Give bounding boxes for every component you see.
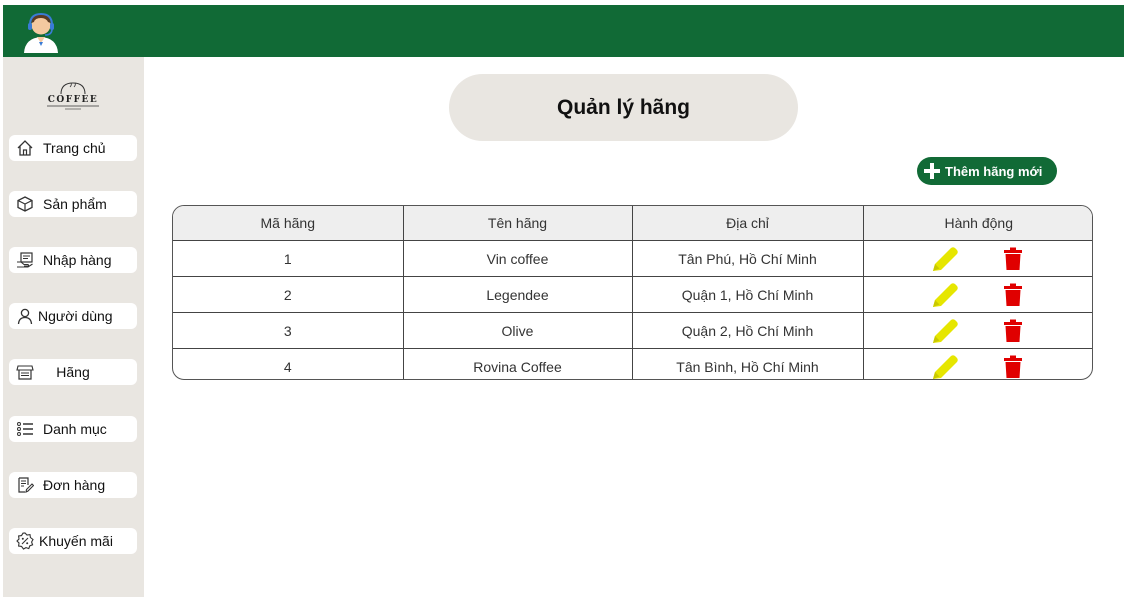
add-brand-button-label: Thêm hãng mới — [945, 163, 1043, 179]
cell-brand-id: 3 — [173, 313, 403, 349]
sidebar-item-label: Khuyến mãi — [39, 533, 113, 549]
cell-brand-address: Quận 2, Hồ Chí Minh — [632, 313, 863, 349]
sidebar-item-label: Trang chủ — [43, 140, 106, 156]
cell-brand-address: Tân Phú, Hồ Chí Minh — [632, 241, 863, 277]
support-agent-avatar-icon[interactable] — [19, 10, 63, 54]
sidebar-item-label: Nhập hàng — [43, 252, 112, 268]
sidebar-item-label: Hãng — [56, 364, 90, 380]
page-title: Quản lý hãng — [449, 74, 798, 141]
add-brand-button[interactable] — [917, 157, 1057, 185]
cell-actions — [863, 277, 1093, 313]
edit-pencil-icon[interactable] — [929, 317, 961, 345]
brands-table — [172, 205, 1093, 380]
cell-actions — [863, 313, 1093, 349]
sidebar-item-promotions[interactable] — [9, 528, 137, 554]
column-header-name: Tên hãng — [403, 206, 632, 241]
table-row — [173, 241, 1093, 277]
table-row — [173, 277, 1093, 313]
cell-brand-name: Vin coffee — [403, 241, 632, 277]
discount-icon — [15, 531, 35, 551]
column-header-actions: Hành động — [863, 206, 1093, 241]
sidebar-item-label: Sản phẩm — [43, 196, 107, 212]
cell-brand-address: Quận 1, Hồ Chí Minh — [632, 277, 863, 313]
delete-trash-icon[interactable] — [997, 317, 1029, 345]
top-header-bar — [3, 5, 1124, 57]
edit-pencil-icon[interactable] — [929, 353, 961, 381]
home-icon — [15, 138, 35, 158]
list-icon — [15, 419, 35, 439]
edit-pencil-icon[interactable] — [929, 245, 961, 273]
cell-brand-address: Tân Bình, Hồ Chí Minh — [632, 349, 863, 381]
cell-brand-name: Olive — [403, 313, 632, 349]
order-icon — [15, 475, 35, 495]
store-icon — [15, 362, 35, 382]
sidebar-item-users[interactable] — [9, 303, 137, 329]
sidebar-item-import[interactable] — [9, 247, 137, 273]
sidebar-item-categories[interactable] — [9, 416, 137, 442]
sidebar-item-orders[interactable] — [9, 472, 137, 498]
sidebar-item-label: Đơn hàng — [43, 477, 106, 493]
cell-brand-id: 4 — [173, 349, 403, 381]
sidebar-item-products[interactable] — [9, 191, 137, 217]
table-header-row — [173, 206, 1093, 241]
table-row — [173, 313, 1093, 349]
cell-brand-id: 2 — [173, 277, 403, 313]
sidebar — [3, 57, 144, 597]
column-header-id: Mã hãng — [173, 206, 403, 241]
sidebar-item-label: Người dùng — [38, 308, 113, 324]
delete-trash-icon[interactable] — [997, 281, 1029, 309]
sidebar-item-home[interactable] — [9, 135, 137, 161]
delete-trash-icon[interactable] — [997, 245, 1029, 273]
logo-text: COFFEE — [47, 95, 99, 105]
plus-icon — [921, 160, 943, 182]
sidebar-item-label: Danh mục — [43, 421, 107, 437]
table-row — [173, 349, 1093, 381]
cell-brand-name: Rovina Coffee — [403, 349, 632, 381]
coffee-logo[interactable] — [41, 79, 105, 113]
sidebar-item-brands[interactable] — [9, 359, 137, 385]
cell-actions — [863, 241, 1093, 277]
column-header-address: Địa chỉ — [632, 206, 863, 241]
edit-pencil-icon[interactable] — [929, 281, 961, 309]
cell-brand-name: Legendee — [403, 277, 632, 313]
cell-brand-id: 1 — [173, 241, 403, 277]
box-icon — [15, 194, 35, 214]
cell-actions — [863, 349, 1093, 381]
user-icon — [15, 306, 35, 326]
import-icon — [15, 250, 35, 270]
delete-trash-icon[interactable] — [997, 353, 1029, 381]
